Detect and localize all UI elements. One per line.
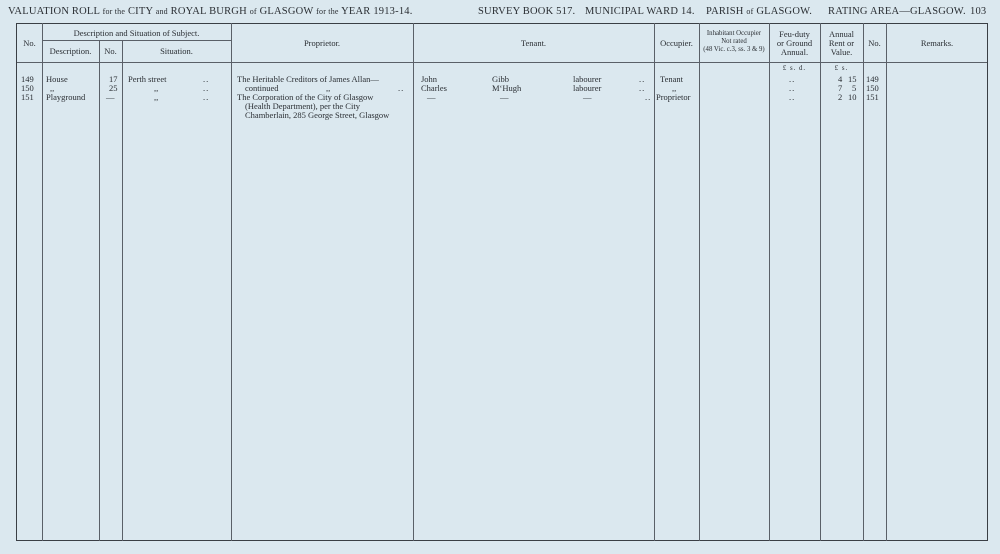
header-no-right: No. <box>868 38 881 48</box>
header-inhabitant-line2: Not rated <box>721 38 747 45</box>
row-pounds: 4 <box>838 74 843 84</box>
header-feu-line2: or Ground <box>776 38 813 48</box>
row-description: Playground <box>46 92 86 102</box>
parish <box>706 6 812 17</box>
column-rule <box>413 23 414 541</box>
proprietor-continuation-line: Chamberlain, 285 George Street, Glasgow <box>245 110 390 120</box>
title-part: CITY <box>127 6 153 17</box>
row-situation-dots: .. <box>203 83 210 93</box>
row-proprietor: continued <box>245 83 279 93</box>
column-rule <box>122 40 123 541</box>
header-remarks: Remarks. <box>920 38 954 48</box>
row-situation: ,, <box>154 92 159 102</box>
row-number: 17 <box>109 74 118 84</box>
column-rule <box>231 23 232 541</box>
parish-part: GLASGOW. <box>756 6 813 17</box>
row-occupier: Proprietor <box>656 92 691 102</box>
header-annual-line1: Annual <box>828 29 855 39</box>
row-tenant-occupation: — <box>583 92 592 102</box>
row-number: — <box>106 92 115 102</box>
title-part: GLASGOW <box>259 6 314 17</box>
running-head <box>0 6 1000 22</box>
row-tenant-dots: .. <box>645 92 652 102</box>
row-tenant-last: — <box>500 92 509 102</box>
roll-title <box>8 6 413 17</box>
title-part: for the <box>102 7 126 16</box>
row-no: 150 <box>21 83 34 93</box>
header-number: No. <box>104 46 117 56</box>
row-tenant-occupation: labourer <box>573 83 602 93</box>
row-pounds: 2 <box>838 92 843 102</box>
annual-units: £ s. <box>834 65 849 72</box>
title-part: for the <box>316 7 339 16</box>
parish-part: of <box>746 7 754 16</box>
header-annual-line3: Value. <box>830 47 853 57</box>
column-rule <box>99 40 100 541</box>
row-feu-dots: .. <box>789 92 796 102</box>
header-description: Description. <box>49 46 92 56</box>
column-rule <box>863 23 864 541</box>
header-feu-line3: Annual. <box>780 47 809 57</box>
title-part: VALUATION ROLL <box>8 6 100 17</box>
row-proprietor: The Heritable Creditors of James Allan— <box>237 74 379 84</box>
row-tenant-last: Gibb <box>492 74 509 84</box>
column-rule <box>769 23 770 541</box>
row-proprietor-dots: .. <box>398 83 405 93</box>
title-part: ROYAL BURGH <box>170 6 247 17</box>
column-rule <box>654 23 655 541</box>
row-situation: Perth street <box>128 74 167 84</box>
row-description: ,, <box>50 83 55 93</box>
rating-area: RATING AREA—GLASGOW. <box>828 6 966 17</box>
header-inhabitant-line1: Inhabitant Occupier <box>706 30 762 37</box>
row-no-right: 150 <box>866 83 879 93</box>
row-situation-dots: .. <box>203 74 210 84</box>
row-situation-dots: .. <box>203 92 210 102</box>
feu-units: £ s. d. <box>782 65 807 72</box>
row-tenant-first: Charles <box>421 83 447 93</box>
row-proprietor-ditto: ,, <box>326 83 331 93</box>
row-situation: ,, <box>154 83 159 93</box>
header-no: No. <box>23 38 36 48</box>
row-shillings: 10 <box>848 92 857 102</box>
header-bottom-rule <box>17 62 987 63</box>
header-feu-line1: Feu-duty <box>779 29 810 39</box>
column-rule <box>699 23 700 541</box>
row-number: 25 <box>109 83 118 93</box>
row-tenant-last: M‘Hugh <box>492 83 522 93</box>
header-inhabitant-line3: (48 Vic. c.3, ss. 3 & 9) <box>703 46 765 53</box>
header-annual-line2: Rent or <box>828 38 855 48</box>
row-proprietor: The Corporation of the City of Glasgow <box>237 92 374 102</box>
parish-part: PARISH <box>706 6 744 17</box>
proprietor-continuation-line: (Health Department), per the City <box>245 101 360 111</box>
row-tenant-dots: .. <box>639 74 646 84</box>
page-number: 103 <box>970 6 987 17</box>
row-tenant-first: John <box>421 74 438 84</box>
title-part: and <box>155 7 168 16</box>
row-occupier: ,, <box>672 83 677 93</box>
header-proprietor: Proprietor. <box>303 38 341 48</box>
column-rule <box>820 23 821 541</box>
row-no-right: 151 <box>866 92 879 102</box>
row-no-right: 149 <box>866 74 879 84</box>
title-part: YEAR 1913-14. <box>341 6 413 17</box>
header-situation: Situation. <box>160 46 193 56</box>
title-part: of <box>249 7 257 16</box>
row-feu-dots: .. <box>789 74 796 84</box>
survey-book: SURVEY BOOK 517. <box>478 6 576 17</box>
row-pounds: 7 <box>838 83 843 93</box>
group-header-rule <box>42 40 231 41</box>
municipal-ward: MUNICIPAL WARD 14. <box>585 6 695 17</box>
header-occupier: Occupier. <box>660 38 693 48</box>
row-tenant-dots: .. <box>639 83 646 93</box>
column-rule <box>42 23 43 541</box>
row-shillings: 5 <box>852 83 857 93</box>
header-description-group: Description and Situation of Subject. <box>73 28 200 38</box>
row-occupier: Tenant <box>660 74 684 84</box>
header-tenant: Tenant. <box>520 38 547 48</box>
row-shillings: 15 <box>848 74 857 84</box>
row-no: 151 <box>21 92 34 102</box>
row-no: 149 <box>21 74 34 84</box>
column-rule <box>886 23 887 541</box>
row-tenant-first: — <box>427 92 436 102</box>
row-tenant-occupation: labourer <box>573 74 602 84</box>
row-description: House <box>46 74 68 84</box>
row-feu-dots: .. <box>789 83 796 93</box>
